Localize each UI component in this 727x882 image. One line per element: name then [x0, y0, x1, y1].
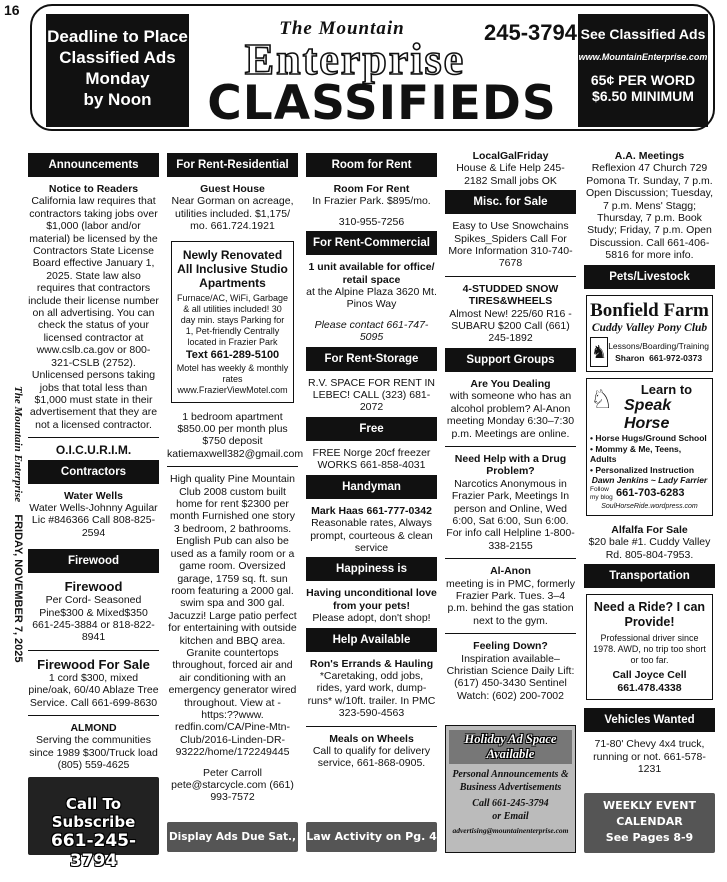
room-title: Room For Rent: [333, 183, 410, 195]
speak-item: • Personalized Instruction: [590, 464, 695, 475]
section-header-support-groups: Support Groups: [445, 348, 576, 372]
feeling-down-title: Feeling Down?: [473, 640, 548, 653]
bonfield-lessons: Lessons/Boarding/Training: [608, 341, 709, 352]
side-masthead: The Mountain Enterprise: [12, 386, 24, 503]
alfalfa-body: $20 bale #1. Cuddy Valley Rd. 805-804-7953.: [588, 536, 711, 561]
pmc-home-body: High quality Pine Mountain Club 2008 custom built home for rent $2300 per month Furnished one story 3 bedroom, 2 bathrooms. English Pub can also be used as a family room or a game room. Oversized garage, 1759 sq. ft. sun room featuring a 2000 gal. swim spa and 300 gal. Jacuzzi! Large patio perfect for entertaining with outside kitchen and BBQ area. Granite countertops throughout, forced air and air conditioning with an emergency generator wired throughout. View at - https:??www. redfin.com/CA/Pine-Mtn-Club/2016-Linden-DR-93222/home/172249445: [168, 473, 297, 759]
feeling-down-body: Inspiration available– Christian Science Daily Lift: (617) 450-3430 Sentinel Watch: (602) 200-7002: [446, 652, 575, 702]
weekly-line-1: WEEKLY EVENT: [602, 799, 697, 812]
tires-title: 4-STUDDED SNOW TIRES&WHEELS: [462, 282, 559, 308]
guest-body: Near Gorman on acreage, utilities included. $1,175/ mo. 661.724.1921: [171, 195, 294, 233]
firewood-sale-title: Firewood For Sale: [37, 656, 150, 672]
commercial-contact: Please contact 661-747-5095: [314, 318, 429, 344]
speak-blog[interactable]: SoulHorseRide.wordpress.com: [601, 502, 698, 510]
firewood-body: Per Cord- Seasoned Pine$300 & Mixed$350 661-245-3884 or 818-822-8941: [32, 594, 155, 644]
bonfield-name: Sharon: [615, 353, 645, 364]
notice-title: Notice to Readers: [48, 183, 139, 195]
bonfield-farm-ad: [586, 295, 713, 372]
section-header-vehicles-wanted: Vehicles Wanted: [584, 708, 715, 732]
alanon-title: Al-Anon: [490, 565, 531, 578]
meals-body: Call to qualify for delivery service, 661-868-0905.: [312, 744, 431, 770]
dealing-title: Are You Dealing: [470, 377, 551, 390]
section-header-room-for-rent: Room for Rent: [306, 153, 437, 177]
drug-help-title: Need Help with a Drug Problem?: [454, 452, 567, 478]
deadline-box: [46, 14, 189, 127]
ride-title: Need a Ride? I can Provide!: [593, 600, 706, 630]
divider: [445, 446, 576, 447]
snowchains-body: Easy to Use Snowchains Spikes_Spiders Call For More Information 310-740-7678: [448, 220, 573, 270]
peter-contact: Peter Carroll pete@starcycle.com (661) 993-7572: [171, 766, 294, 804]
section-header-help-available: Help Available: [306, 628, 437, 652]
price-minimum: $6.50 MINIMUM: [592, 88, 694, 104]
holiday-subtitle: Personal Announcements & Business Advertisements: [452, 769, 569, 793]
water-body: Water Wells-Johnny Aguilar Lic #846366 Call 808-825-2594: [29, 501, 158, 539]
holiday-email[interactable]: advertising@mountainenterprise.com: [452, 826, 569, 835]
firewood-sale-body: 1 cord $300, mixed pine/oak, 60/40 Ablaze Tree Service. Call 661-699-8630: [28, 671, 159, 709]
commercial-body: at the Alpine Plaza 3620 Mt. Pinos Way: [306, 286, 437, 311]
section-header-transportation: Transportation: [584, 564, 715, 588]
weekly-calendar-banner: [584, 793, 715, 853]
ron-title: Ron's Errands & Hauling: [309, 657, 434, 670]
deadline-line: by Noon: [83, 90, 152, 109]
speak-item: • Mommy & Me, Teens, Adults: [590, 443, 682, 465]
column-2: [167, 150, 304, 804]
storage-body: R.V. SPACE FOR RENT IN LEBEC! CALL (323) 681-2072: [308, 376, 435, 414]
divider: [167, 466, 298, 467]
section-header-pets-livestock: Pets/Livestock: [584, 265, 715, 289]
speak-title: Speak Horse: [624, 397, 672, 433]
vehicles-body: 71-80' Chevy 4x4 truck, running or not. 661-578-1231: [593, 738, 706, 775]
masthead-phone: 245-3794: [484, 20, 577, 45]
display-ads-banner: Display Ads Due Sat., 2 p.m.: [167, 822, 298, 852]
dealing-body: with someone who has an alcohol problem? Al-Anon meeting Monday 6:30–7:30 p.m. Meetings are online.: [446, 390, 575, 440]
price-per-word: 65¢ PER WORD: [590, 72, 696, 88]
ocurim-ad: O.I.C.U.R.I.M.: [55, 443, 132, 458]
ron-body: *Caretaking, odd jobs, rides, yard work, dump-runs* w/10ft. trailer. In PMC 323-590-4563: [307, 669, 436, 720]
studio-footer: Motel has weekly & monthly rates www.FrazierViewMotel.com: [176, 362, 289, 395]
alfalfa-title: Alfalfa For Sale: [611, 524, 688, 537]
aa-body: Reflexion 47 Church 729 Pomona Tr. Sunday, 7 p.m. Open Discussion; Tuesday, 7 p.m. Mens' Stagg; Thursday, 7 p.m. Book Study; Friday, 7 p.m. Open Discussion. Call 661-406-5816 for more info.: [585, 162, 714, 262]
deadline-line: Classified Ads: [59, 48, 176, 67]
column-3: [306, 150, 437, 770]
commercial-title: 1 unit available for office/ retail space: [308, 261, 435, 286]
water-title: Water Wells: [64, 489, 123, 502]
guest-title: Guest House: [200, 183, 265, 195]
speak-phone: 661-703-6283: [616, 487, 685, 500]
handyman-body: Reasonable rates, Always prompt, courteous & clean service: [310, 517, 433, 554]
speak-names: Dawn Jenkins ~ Lady Farrier: [591, 475, 708, 486]
section-header-for-rent-commercial: For Rent-Commercial: [306, 231, 437, 255]
horse-icon: ♞: [590, 337, 608, 367]
weekly-line-3: See Pages 8-9: [605, 831, 694, 844]
section-header-contractors: Contractors: [28, 460, 159, 484]
side-date: FRIDAY, NOVEMBER 7, 2025: [12, 514, 24, 663]
divider: [306, 726, 437, 727]
masthead-the-mountain: The Mountain: [279, 18, 405, 39]
gal-friday-title: LocalGalFriday: [472, 150, 549, 162]
divider: [28, 715, 159, 716]
divider: [445, 276, 576, 277]
column-1: [28, 150, 159, 772]
holiday-or: or Email: [492, 811, 529, 822]
happiness-body: Please adopt, don't shop!: [312, 612, 431, 625]
holiday-ad-box: [445, 725, 576, 853]
section-header-happiness: Happiness is: [306, 557, 437, 581]
divider: [445, 633, 576, 634]
studio-text-phone: Text 661-289-5100: [185, 348, 280, 361]
section-header-misc-for-sale: Misc. for Sale: [445, 190, 576, 214]
speak-item: • Horse Hugs/Ground School: [590, 433, 707, 444]
section-header-firewood: Firewood: [28, 549, 159, 573]
room-body: In Frazier Park. $895/mo.: [312, 195, 431, 208]
law-activity-banner: Law Activity on Pg. 4: [306, 822, 437, 852]
ride-body: Professional driver since 1978. AWD, no trip too short or too far.: [593, 633, 706, 666]
room-phone: 310-955-7256: [338, 215, 405, 228]
website-link[interactable]: www.MountainEnterprise.com: [578, 52, 708, 62]
gal-friday-body: House & Life Help 245-2182 Small jobs OK: [456, 162, 565, 187]
masthead: [30, 4, 715, 131]
holiday-title: Holiday Ad Space Available: [449, 730, 572, 764]
drug-help-body: Narcotics Anonymous in Frazier Park, Meetings In person and Online, Wed 6:00, Sat 6:00, Sun 6:00. For info call Helpline 1-800-338-2155: [446, 477, 575, 552]
tires-body: Almost New! 225/60 R16 - SUBARU $200 Call (661) 245-1892: [449, 307, 572, 345]
pricing-box: [578, 14, 708, 127]
see-ads-label: See Classified Ads: [580, 26, 706, 42]
bonfield-subtitle: Cuddy Valley Pony Club: [591, 321, 708, 334]
almond-body: Serving the communities since 1989 $300/Truck load (805) 559-4625: [29, 734, 158, 772]
column-4: [445, 150, 576, 702]
speak-follow: Follow my blog: [590, 485, 613, 501]
meals-title: Meals on Wheels: [329, 732, 414, 745]
masthead-classifieds: CLASSIFIEDS: [207, 76, 557, 131]
section-header-free: Free: [306, 417, 437, 441]
horse-head-icon: ♘: [590, 384, 614, 415]
section-header-for-rent-storage: For Rent-Storage: [306, 347, 437, 371]
section-header-for-rent-residential: For Rent-Residential: [167, 153, 298, 177]
bonfield-title: Bonfield Farm: [590, 299, 709, 321]
deadline-line: Deadline to Place: [47, 27, 188, 46]
section-header-handyman: Handyman: [306, 475, 437, 499]
aa-title: A.A. Meetings: [614, 150, 685, 162]
speak-learn: Learn to: [640, 382, 693, 398]
divider: [28, 650, 159, 651]
notice-body: California law requires that contractors taking jobs over $1,000 (labor and/or material) be licensed by the Contractors State License Board effective January 1, 2025. State law also requires that contractors include their license number on all advertising. You can check the status of your licensed contractor at www.cslb.ca.gov or 800-321-CSLB (2752). Unlicensed persons taking jobs that total less than $1,000 must state in their advertisement that they are not a licensed contractor.: [28, 195, 159, 431]
side-caption: [12, 386, 24, 663]
ride-call: Call Joyce Cell 661.478.4338: [612, 669, 687, 694]
apartment-body: 1 bedroom apartment $850.00 per month plus $750 deposit katiemaxwell382@gmail.com: [167, 410, 304, 460]
studio-apartments-ad: [171, 241, 294, 403]
studio-body: Furnace/AC, WiFi, Garbage & all utilities included! 30 day min. stays Parking for 1, Pet-friendly Centrally located in Frazier Park: [176, 292, 289, 347]
column-5: [584, 150, 715, 775]
divider: [28, 437, 159, 438]
firewood-title: Firewood: [64, 579, 123, 595]
subscribe-line-1: Call To Subscribe: [51, 795, 136, 831]
deadline-line: Monday: [85, 69, 150, 88]
happiness-title: Having unconditional love from your pets!: [306, 587, 437, 612]
free-body: FREE Norge 20cf freezer WORKS 661-858-4031: [312, 446, 431, 472]
alanon-body: meeting is in PMC, formerly Frazier Park. Tues. 3–4 p.m. behind the gas station next to the gym.: [446, 577, 575, 627]
subscribe-banner[interactable]: [28, 777, 159, 871]
handyman-title: Mark Haas 661-777-0342: [311, 504, 432, 517]
almond-title: ALMOND: [70, 722, 117, 734]
studio-title: Newly Renovated All Inclusive Studio Apartments: [177, 247, 288, 290]
subscribe-phone: 661-245-3794: [50, 831, 137, 871]
weekly-line-2: CALENDAR: [616, 815, 683, 828]
divider: [445, 558, 576, 559]
masthead-enterprise: Enterprise: [244, 35, 466, 84]
page-number: 16: [4, 2, 20, 18]
section-header-announcements: Announcements: [28, 153, 159, 177]
bonfield-phone: 661-972-0373: [649, 353, 703, 364]
ride-ad: [586, 594, 713, 700]
speak-horse-ad: [586, 378, 713, 516]
holiday-call: Call 661-245-3794: [472, 798, 549, 809]
